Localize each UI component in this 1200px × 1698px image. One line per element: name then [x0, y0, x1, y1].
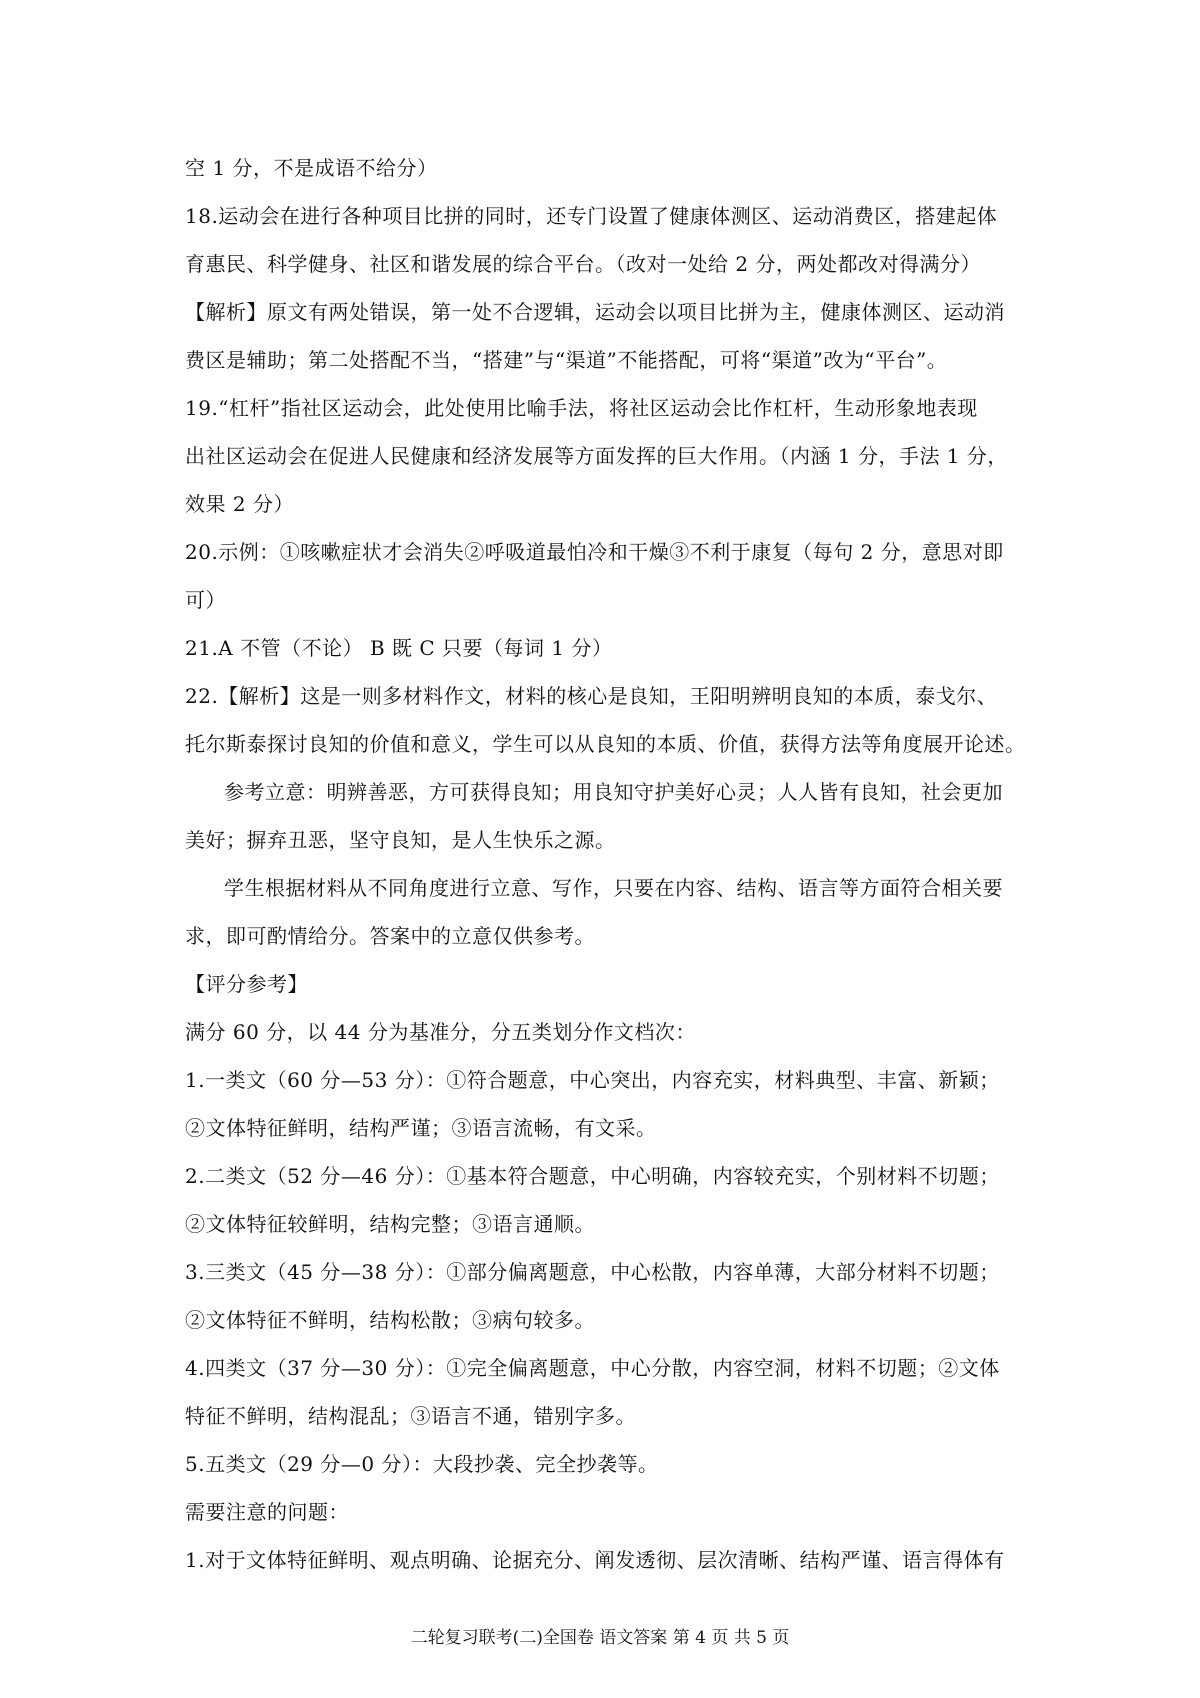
text-line: 特征不鲜明，结构混乱；③语言不通，错别字多。	[185, 1404, 636, 1428]
page-footer: 二轮复习联考(二)全国卷 语文答案 第 4 页 共 5 页	[410, 1628, 790, 1648]
text-line: 19.“杠杆”指社区运动会，此处使用比喻手法，将社区运动会比作杠杆，生动形象地表现	[185, 396, 978, 420]
text-line: 效果 2 分）	[185, 492, 294, 516]
text-line: ②文体特征不鲜明，结构松散；③病句较多。	[185, 1308, 595, 1332]
text-line: 【解析】原文有两处错误，第一处不合逻辑，运动会以项目比拼为主，健康体测区、运动消	[185, 300, 1005, 324]
text-line: 费区是辅助；第二处搭配不当，“搭建”与“渠道”不能搭配，可将“渠道”改为“平台”。	[185, 348, 948, 372]
text-line: 4.四类文（37 分—30 分）：①完全偏离题意，中心分散，内容空洞，材料不切题；②文体	[185, 1356, 1000, 1380]
text-line: 需要注意的问题：	[185, 1500, 349, 1524]
text-line: ②文体特征较鲜明，结构完整；③语言通顺。	[185, 1212, 595, 1236]
text-line: 参考立意：明辨善恶，方可获得良知；用良知守护美好心灵；人人皆有良知，社会更加	[224, 780, 1003, 804]
text-line: 育惠民、科学健身、社区和谐发展的综合平台。（改对一处给 2 分，两处都改对得满分）	[185, 252, 981, 276]
text-line: 托尔斯泰探讨良知的价值和意义，学生可以从良知的本质、价值，获得方法等角度展开论述。	[185, 732, 1026, 756]
text-line: 1.一类文（60 分—53 分）：①符合题意，中心突出，内容充实，材料典型、丰富、新颖；	[185, 1068, 1000, 1092]
text-line: ②文体特征鲜明，结构严谨；③语言流畅，有文采。	[185, 1116, 657, 1140]
text-line: 学生根据材料从不同角度进行立意、写作，只要在内容、结构、语言等方面符合相关要	[224, 876, 1003, 900]
section-heading: 【评分参考】	[185, 972, 308, 996]
text-line: 21.A 不管（不论） B 既 C 只要（每词 1 分）	[185, 636, 613, 660]
text-line: 满分 60 分，以 44 分为基准分，分五类划分作文档次：	[185, 1020, 696, 1044]
text-line: 22.【解析】这是一则多材料作文，材料的核心是良知，王阳明辨明良知的本质，泰戈尔、	[185, 684, 998, 708]
text-line: 美好；摒弃丑恶，坚守良知，是人生快乐之源。	[185, 828, 616, 852]
text-line: 20.示例：①咳嗽症状才会消失②呼吸道最怕冷和干燥③不利于康复（每句 2 分，意思对即	[185, 540, 1004, 564]
text-line: 5.五类文（29 分—0 分）：大段抄袭、完全抄袭等。	[185, 1452, 659, 1476]
text-line: 求，即可酌情给分。答案中的立意仅供参考。	[185, 924, 595, 948]
text-line: 2.二类文（52 分—46 分）：①基本符合题意，中心明确，内容较充实，个别材料不切题；	[185, 1164, 1000, 1188]
text-line: 3.三类文（45 分—38 分）：①部分偏离题意，中心松散，内容单薄，大部分材料不切题；	[185, 1260, 1000, 1284]
text-line: 18.运动会在进行各种项目比拼的同时，还专门设置了健康体测区、运动消费区，搭建起体	[185, 204, 998, 228]
text-line: 空 1 分，不是成语不给分）	[185, 156, 438, 180]
text-line: 可）	[185, 588, 226, 612]
text-line: 1.对于文体特征鲜明、观点明确、论据充分、阐发透彻、层次清晰、结构严谨、语言得体有	[185, 1548, 1005, 1572]
text-line: 出社区运动会在促进人民健康和经济发展等方面发挥的巨大作用。（内涵 1 分，手法 1 分，	[185, 444, 1008, 468]
